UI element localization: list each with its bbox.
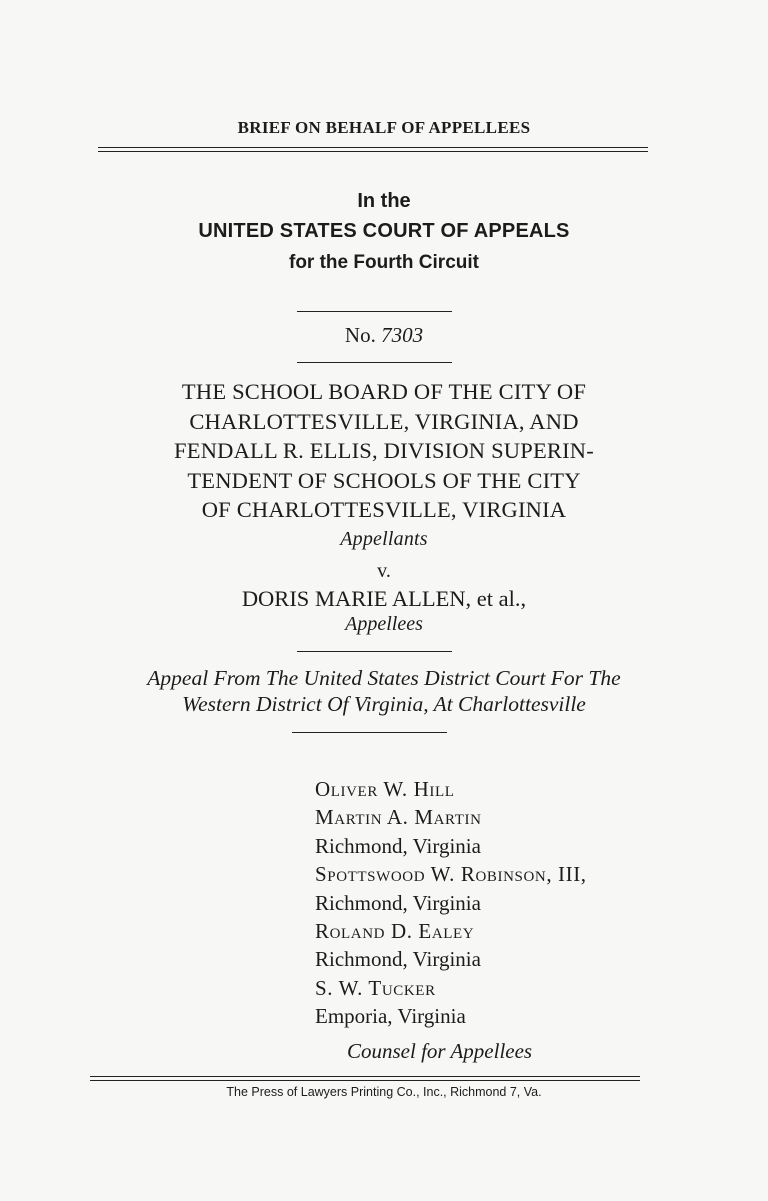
divider-rule-3 [297,651,452,652]
counsel-label: Counsel for Appellees [347,1039,533,1063]
counsel-city: Emporia, Virginia [315,1004,466,1029]
appellees-role: Appellees [345,613,423,635]
case-number-label: No. [344,323,376,347]
counsel-city: Richmond, Virginia [315,890,481,915]
appellants-line: TENDENT OF SCHOOLS OF THE CITY [187,467,581,493]
top-double-rule [98,147,648,152]
bottom-double-rule [90,1076,640,1081]
divider-rule-1 [297,311,452,312]
divider-rule-2 [297,362,452,363]
counsel-city: Richmond, Virginia [315,947,481,972]
appellants-role: Appellants [340,527,428,550]
appellees-name: DORIS MARIE ALLEN, et al., [241,586,527,611]
counsel-name: Oliver W. Hill [315,777,455,801]
counsel-name: Roland D. Ealey [315,919,475,944]
printer-imprint: The Press of Lawyers Printing Co., Inc., Richmond 7, Va. [226,1085,542,1099]
court-prefix: In the [357,190,411,212]
appellants-block [0,377,768,554]
counsel-name: S. W. Tucker [315,975,436,1000]
appeal-from-line-1: Appeal From The United States District Court For The [147,666,621,690]
counsel-name: Spottswood W. Robinson, III, [315,862,587,887]
counsel-list [315,775,587,1031]
appellants-line: OF CHARLOTTESVILLE, VIRGINIA [201,497,567,522]
court-circuit: for the Fourth Circuit [289,252,479,273]
case-number [0,323,768,348]
appeal-from-line-2: Western District Of Virginia, At Charlottesville [182,692,586,716]
document-type-heading: BRIEF ON BEHALF OF APPELLEES [237,118,531,137]
appellants-line: CHARLOTTESVILLE, VIRGINIA, AND [189,408,579,434]
court-name: UNITED STATES COURT OF APPEALS [198,220,570,242]
appellants-line: THE SCHOOL BOARD OF THE CITY OF [181,379,587,404]
appellants-line: FENDALL R. ELLIS, DIVISION SUPERIN- [174,438,594,463]
case-number-value: 7303 [381,323,424,347]
counsel-city: Richmond, Virginia [315,833,481,858]
divider-rule-4 [292,732,447,733]
versus: v. [377,560,391,582]
counsel-name: Martin A. Martin [315,805,482,830]
